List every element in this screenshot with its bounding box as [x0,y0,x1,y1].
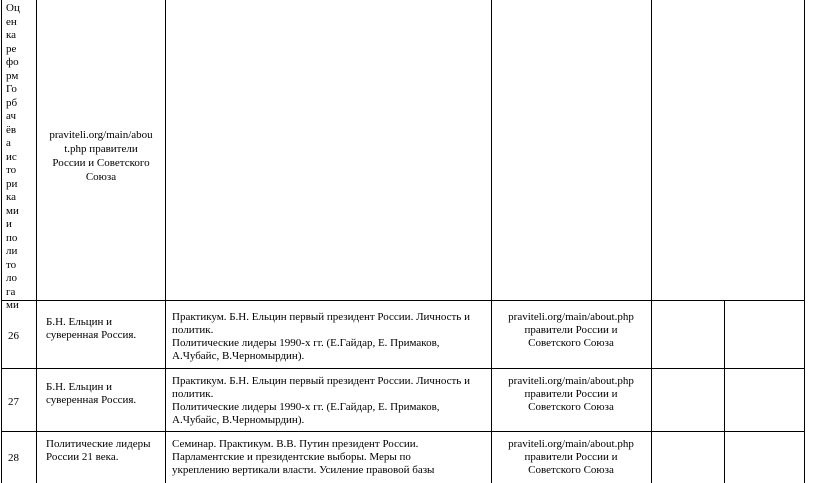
topic-vertical-chunk: ач [6,110,16,122]
grid-line [1,368,805,369]
grid-line [1,0,2,483]
topic-vertical-chunk: ло [6,272,17,284]
topic-line: Политические лидеры [46,438,151,450]
lesson-topic [46,316,164,342]
content-line: А.Чубайс, В.Черномырдин). [172,350,305,362]
content-line: А.Чубайс, В.Черномырдин). [172,414,305,426]
content-line: Политические лидеры 1990-х гг. (Е.Гайдар, Е. Примаков, [172,337,440,349]
content-line: Практикум. Б.Н. Ельцин первый президент России. Личность и [172,375,470,387]
lesson-content [172,311,490,363]
lesson-number: 28 [8,452,19,464]
topic-vertical-chunk: то [6,258,17,271]
content-line: Парламентские и президентские выборы. Меры по [172,451,411,463]
resource-line: Союза [85,171,117,183]
topic-vertical-chunk: ка [6,29,17,41]
topic-vertical-chunk: ми [6,204,19,217]
grid-line [724,300,725,483]
lesson-resource [492,311,650,350]
topic-vertical-text [6,2,32,313]
topic-vertical-chunk: ри [6,177,18,190]
resource-line: правители России и [524,388,618,400]
content-line: укреплению вертикали власти. Усиление правовой базы [172,464,435,476]
lesson-topic [46,438,164,464]
content-line: политик. [172,388,214,400]
resource-line: praviteli.org/main/about.php [508,311,634,323]
grid-line [651,0,652,483]
resource-line: praviteli.org/main/abou [49,129,153,141]
content-line: Практикум. Б.Н. Ельцин первый президент России. Личность и [172,311,470,323]
topic-vertical-chunk: и [6,218,12,230]
lesson-resource [492,375,650,414]
grid-line [165,0,166,483]
topic-vertical-chunk: ёв [6,123,17,136]
topic-vertical-chunk: ка [6,191,17,203]
topic-vertical-chunk: ми [6,299,19,311]
resource-line: praviteli.org/main/about.php [508,375,634,387]
topic-vertical-chunk: ен [6,15,17,28]
content-line: Семинар. Практикум. В.В. Путин президент России. [172,438,419,450]
topic-vertical-chunk: а [6,137,11,149]
topic-vertical-chunk: га [6,285,16,298]
resource-line: России и Советского [52,157,150,169]
topic-vertical-chunk: ли [6,245,18,257]
content-line: политик. [172,324,214,336]
lesson-number: 27 [8,396,19,408]
resource-line: Советского Союза [528,464,614,476]
lesson-content [172,375,490,427]
topic-vertical-chunk: Го [6,83,17,95]
resource-line: правители России и [524,324,618,336]
topic-line: России 21 века. [46,451,119,463]
topic-line: суверенная Россия. [46,329,137,341]
topic-line: Б.Н. Ельцин и [46,381,113,393]
resource-line: Советского Союза [528,337,614,349]
topic-vertical-chunk: рм [6,69,19,82]
topic-vertical-chunk: по [6,231,18,244]
resource-line: praviteli.org/main/about.php [508,438,634,450]
grid-line [1,300,805,301]
lesson-number: 26 [8,330,19,342]
topic-vertical-chunk: фо [6,56,19,68]
topic-vertical-chunk: то [6,164,17,176]
resource-line: правители России и [524,451,618,463]
resource-line: t.php правители [64,143,138,155]
content-line: Политические лидеры 1990-х гг. (Е.Гайдар, Е. Примаков, [172,401,440,413]
lesson-topic [46,381,164,407]
topic-line: Б.Н. Ельцин и [46,316,113,328]
grid-line [1,431,805,432]
topic-vertical-chunk: ис [6,150,17,163]
topic-vertical-chunk: ре [6,42,17,55]
grid-line [36,0,37,483]
resource-cell [38,128,164,184]
topic-line: суверенная Россия. [46,394,137,406]
topic-vertical-chunk: рб [6,96,18,109]
lesson-content [172,438,490,477]
resource-line: Советского Союза [528,401,614,413]
topic-vertical-chunk: Оц [6,2,20,14]
lesson-resource [492,438,650,477]
grid-line [804,0,805,483]
